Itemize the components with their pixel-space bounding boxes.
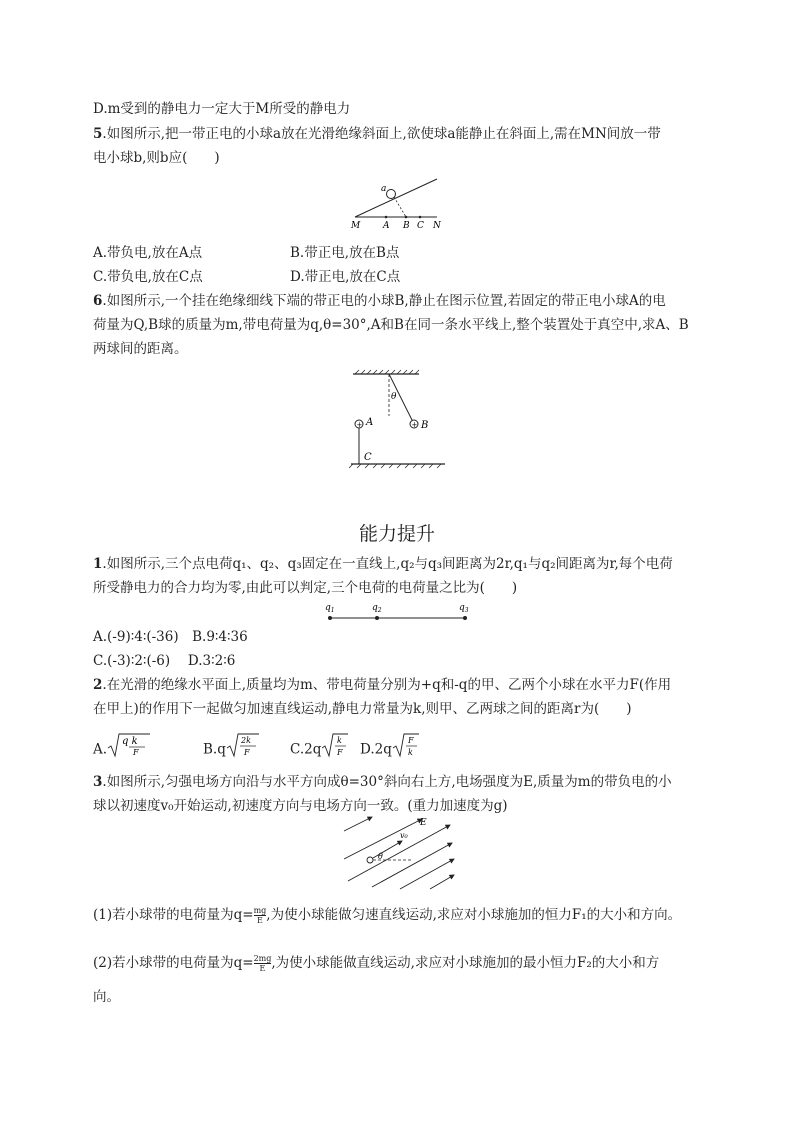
q6-figure-pendulum — [345, 366, 455, 472]
q5-option-d: D.带正电,放在C点 — [290, 269, 401, 285]
p3-text-1: .如图所示,匀强电场方向沿与水平方向成θ=30°斜向右上方,电场强度为E,质量为m的带负电的小 — [102, 774, 672, 790]
label-N: N — [433, 221, 441, 231]
fraction-2mg-over-e: $\frac{2mg}{E}$ — [253, 954, 272, 973]
prev-option-d: D.m受到的静电力一定大于M所受的静电力 — [93, 101, 351, 117]
fraction-mg-over-e: $\frac{mg}{E}$ — [253, 906, 267, 925]
label-theta: θ — [378, 852, 383, 861]
label-C: C — [417, 221, 424, 231]
p1-text-1: .如图所示,三个点电荷q₁、q₂、q₃固定在一直线上,q₂与q₃间距离为2r,q₁与q₂间距离为r,每个电荷 — [102, 556, 673, 572]
p2-line-1 — [93, 676, 671, 694]
label-E: E — [420, 818, 427, 828]
svg-text:F: F — [133, 748, 139, 757]
svg-text:k: k — [337, 736, 343, 745]
ceiling-hatch — [355, 370, 419, 374]
p2-option-c: C.2q k F — [290, 732, 349, 760]
p1-options-ab: A.(-9)∶4∶(-36) B.9∶4∶36 — [93, 629, 248, 645]
q5-line-2: 电小球b,则b应( ) — [93, 150, 220, 166]
q5-figure-incline — [345, 175, 445, 231]
p1-line-1 — [93, 555, 673, 573]
p2-option-a: A. q k F — [93, 732, 151, 760]
plus-A: + — [356, 421, 363, 429]
p3-figure-field — [340, 815, 460, 891]
p3-line-1 — [93, 773, 672, 791]
charge-q1 — [328, 616, 332, 620]
label-v0: v₀ — [400, 831, 408, 840]
q6-line-1 — [93, 292, 666, 310]
point-B — [405, 216, 408, 219]
p2-number: 2 — [93, 677, 103, 693]
p3-number: 3 — [93, 774, 103, 790]
label-theta: θ — [391, 392, 397, 402]
p1-options-cd: C.(-3)∶2∶(-6) D.3∶2∶6 — [93, 653, 236, 669]
label-A: A — [366, 417, 374, 428]
svg-text:F: F — [243, 748, 250, 757]
svg-text:F: F — [407, 736, 414, 745]
q6-line-2: 荷量为Q,B球的质量为m,带电荷量为q,θ=30°,A和B在同一条水平线上,整个装置处于真空中,求A、B — [93, 317, 689, 333]
charge-q2 — [375, 616, 379, 620]
q6-number: 6 — [93, 293, 103, 309]
incline-line — [355, 179, 437, 217]
q5-option-c: C.带负电,放在C点 — [93, 269, 203, 285]
section-title: 能力提升 — [358, 523, 435, 545]
p2-option-d: D.2q F k — [360, 732, 420, 760]
sqrt-icon — [321, 732, 349, 768]
point-C — [419, 216, 422, 219]
label-q1: $q_1$ — [325, 603, 335, 614]
p2-text-1: .在光滑的绝缘水平面上,质量均为m、带电荷量分别为+q和-q的甲、乙两个小球在水平力F(作用 — [102, 677, 672, 693]
p2-option-b: B.q 2k F — [203, 732, 260, 760]
q5-number: 5 — [93, 126, 103, 142]
sqrt-icon — [226, 732, 260, 768]
q6-text-1: .如图所示,一个挂在绝缘细线下端的带正电的小球B,静止在图示位置,若固定的带正电小球A的电 — [102, 293, 666, 309]
p3-line-2: 球以初速度v₀开始运动,初速度方向与电场方向一致。(重力加速度为g) — [93, 798, 508, 814]
p1-line-2: 所受静电力的合力均为零,由此可以判定,三个电荷的电荷量之比为( ) — [93, 580, 518, 596]
p3-sub-1: (1)若小球带的电荷量为q= $\frac{mg}{E}$ ,为使小球能做匀速直线运动,求应对小球施加的恒力F₁的大小和方向。 — [93, 906, 682, 925]
q5-option-a: A.带负电,放在A点 — [93, 245, 203, 261]
label-C: C — [364, 452, 372, 463]
floor-hatch — [349, 464, 441, 468]
label-B: B — [421, 420, 429, 431]
svg-text:k: k — [407, 748, 413, 757]
q6-line-3: 两球间的距离。 — [93, 341, 188, 357]
svg-text:q k: q k — [122, 736, 138, 747]
label-A: A — [383, 221, 390, 231]
p3-sub-2-end: 向。 — [93, 989, 120, 1005]
label-B: B — [403, 221, 410, 231]
field-lines — [344, 817, 454, 889]
p1-number: 1 — [93, 556, 103, 572]
q5-option-b: B.带正电,放在B点 — [290, 245, 400, 261]
point-A — [385, 216, 388, 219]
plus-B: + — [411, 421, 418, 429]
sqrt-icon — [107, 732, 151, 768]
q5-line-1 — [93, 125, 661, 143]
charge-q3 — [463, 616, 467, 620]
label-q2: $q_2$ — [372, 603, 382, 614]
p3-sub-2: (2)若小球带的电荷量为q= $\frac{2mg}{E}$ ,为使小球能做直线运动,求应对小球施加的最小恒力F₂的大小和方 — [93, 954, 660, 973]
sqrt-icon — [392, 732, 420, 768]
ball — [367, 857, 373, 863]
p2-line-2: 在甲上)的作用下一起做匀加速直线运动,静电力常量为k,则甲、乙两球之间的距离r为( ) — [93, 701, 632, 717]
p1-figure-charges — [320, 598, 470, 624]
svg-text:F: F — [337, 748, 343, 757]
q5-text-1: .如图所示,把一带正电的小球a放在光滑绝缘斜面上,欲使球a能静止在斜面上,需在MN间放一带 — [102, 126, 661, 142]
label-q3: $q_3$ — [459, 603, 469, 614]
label-M: M — [351, 221, 361, 231]
svg-text:2k: 2k — [240, 736, 251, 745]
dashed-normal — [394, 197, 406, 217]
label-a: a — [381, 184, 387, 194]
